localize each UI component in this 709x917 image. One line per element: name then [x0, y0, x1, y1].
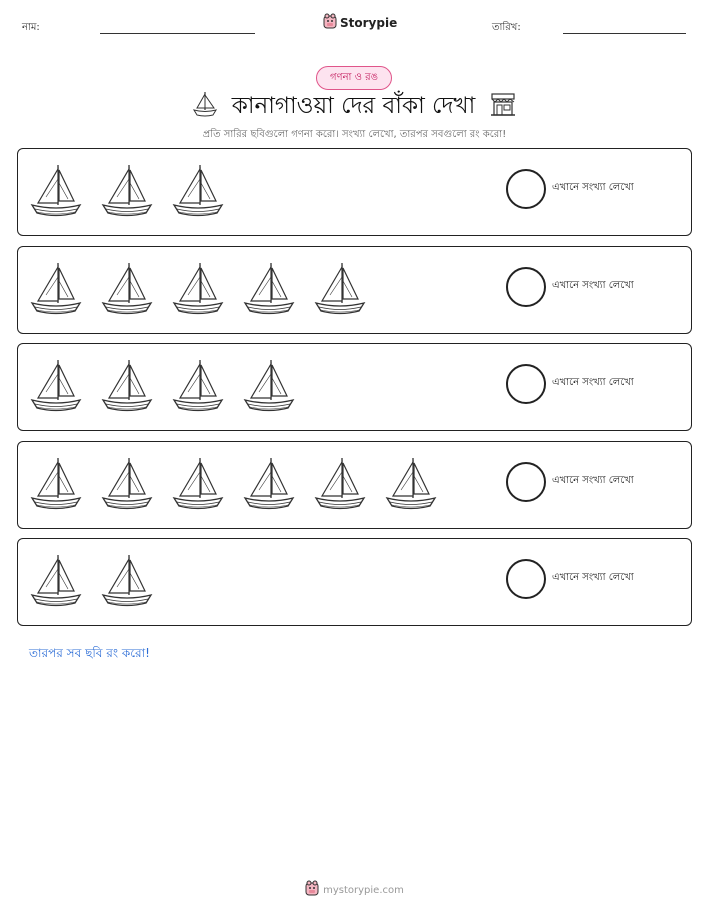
sailboat-icon — [99, 356, 170, 416]
name-label: নাম: — [22, 22, 40, 33]
footer-note: তারপর সব ছবি রং করো! — [29, 646, 150, 660]
date-label: তারিখ: — [492, 22, 521, 33]
sailboat-icon — [28, 356, 99, 416]
sailboat-icon — [383, 454, 454, 514]
boat-group — [28, 356, 312, 416]
sailboat-icon — [99, 454, 170, 514]
counting-row — [17, 441, 692, 529]
sailboat-icon — [170, 356, 241, 416]
sailboat-icon — [28, 259, 99, 319]
sailboat-icon — [99, 161, 170, 221]
date-line[interactable] — [563, 33, 686, 34]
sailboat-icon — [312, 259, 383, 319]
answer-prompt: এখানে সংখ্যা লেখো — [552, 474, 634, 486]
sailboat-icon — [192, 90, 218, 122]
answer-circle[interactable] — [506, 462, 546, 502]
counting-row — [17, 246, 692, 334]
counting-row — [17, 343, 692, 431]
answer-circle[interactable] — [506, 169, 546, 209]
storypie-mascot-icon — [323, 13, 337, 33]
instruction-text: প্রতি সারির ছবিগুলো গণনা করো। সংখ্যা লেখো, তারপর সবগুলো রং করো! — [202, 129, 507, 140]
boat-group — [28, 161, 241, 221]
boat-group — [28, 454, 454, 514]
sailboat-icon — [241, 454, 312, 514]
answer-prompt: এখানে সংখ্যা লেখো — [552, 182, 634, 193]
answer-prompt: এখানে সংখ্যা লেখো — [552, 377, 634, 388]
page-title: কানাগাওয়া দের বাঁকা দেখা — [231, 92, 476, 119]
counting-row — [17, 148, 692, 236]
name-line[interactable] — [100, 33, 255, 34]
answer-prompt: এখানে সংখ্যা লেখো — [552, 572, 634, 583]
category-badge: গণনা ও রঙ — [316, 66, 392, 90]
site-url[interactable]: mystorypie.com — [323, 884, 404, 896]
sailboat-icon — [312, 454, 383, 514]
sailboat-icon — [241, 356, 312, 416]
title-row — [0, 89, 709, 123]
sailboat-icon — [99, 551, 170, 611]
sailboat-icon — [28, 454, 99, 514]
answer-circle[interactable] — [506, 559, 546, 599]
sailboat-icon — [170, 161, 241, 221]
sailboat-icon — [28, 161, 99, 221]
shop-icon — [489, 90, 517, 122]
worksheet-header — [0, 0, 709, 50]
site-footer — [0, 880, 709, 900]
boat-group — [28, 551, 170, 611]
answer-circle[interactable] — [506, 364, 546, 404]
sailboat-icon — [99, 259, 170, 319]
brand-name: Storypie — [340, 16, 398, 30]
answer-prompt: এখানে সংখ্যা লেখো — [552, 279, 634, 291]
storypie-logo — [323, 13, 397, 33]
boat-group — [28, 259, 383, 319]
sailboat-icon — [241, 259, 312, 319]
sailboat-icon — [170, 259, 241, 319]
answer-circle[interactable] — [506, 267, 546, 307]
counting-row — [17, 538, 692, 626]
sailboat-icon — [170, 454, 241, 514]
storypie-mascot-icon — [305, 880, 319, 900]
sailboat-icon — [28, 551, 99, 611]
